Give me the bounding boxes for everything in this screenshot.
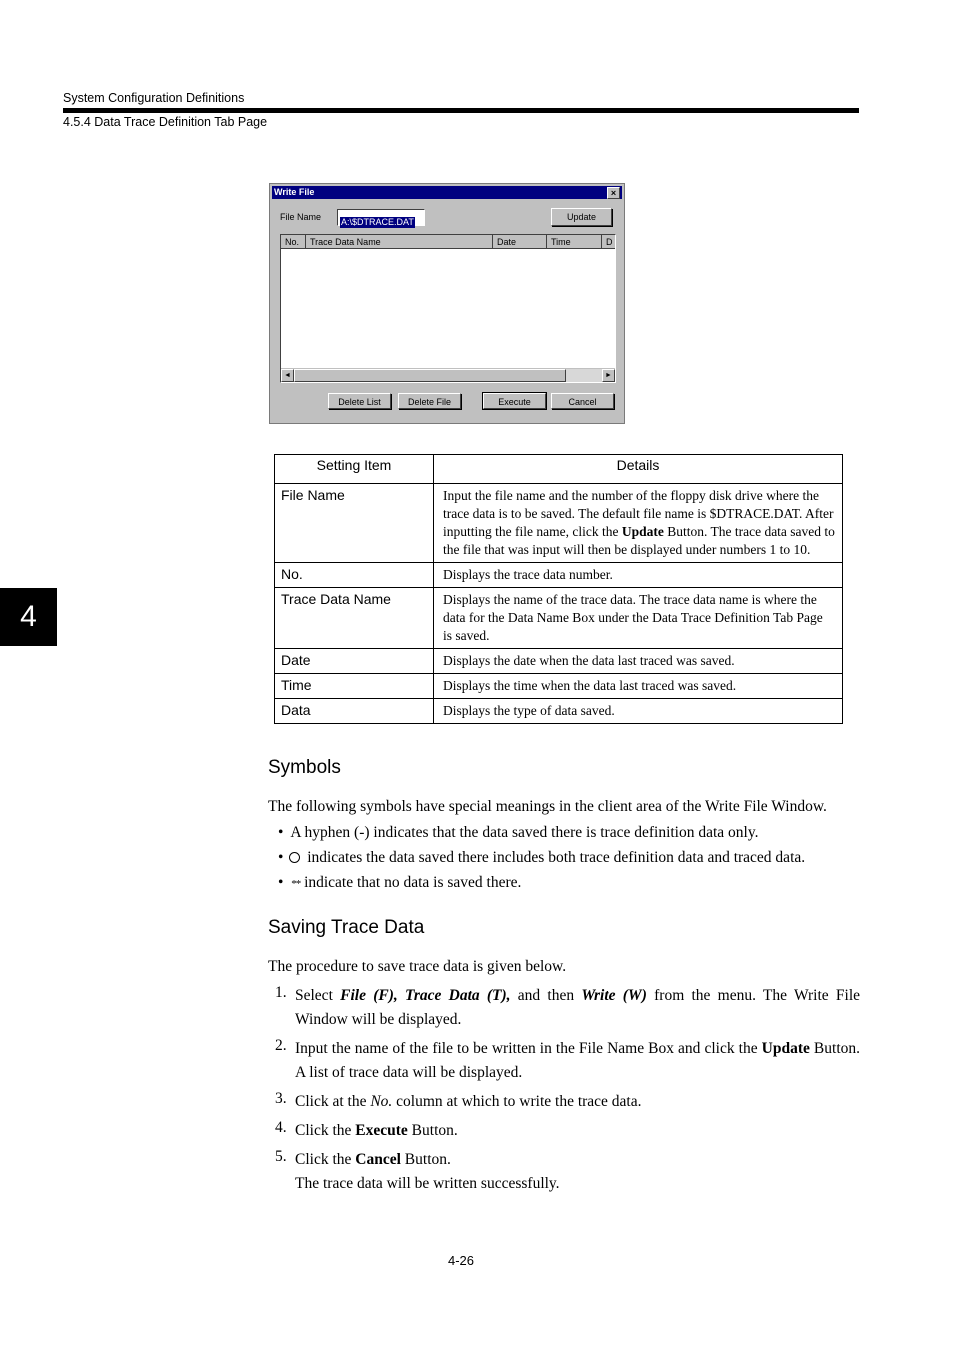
cancel-button[interactable]: Cancel <box>551 393 614 409</box>
details-text: Button. The trace data saved to the file that was input will then be displayed under numbers 1 to 10. <box>443 524 835 557</box>
step-text: Click at the No. column at which to write the trace data. <box>295 1093 642 1110</box>
running-header-title: System Configuration Definitions <box>63 91 245 105</box>
saving-intro: The procedure to save trace data is given below. <box>268 958 567 975</box>
step-number: 5. <box>275 1148 287 1165</box>
setting-details <box>434 484 843 563</box>
bullet-dot: • <box>278 824 284 841</box>
bullet-dot: • <box>278 849 284 866</box>
column-header-no[interactable]: No. <box>281 235 306 249</box>
setting-item: Trace Data Name <box>275 588 434 649</box>
setting-details: Displays the date when the data last traced was saved. <box>434 649 843 674</box>
scroll-left-icon[interactable]: ◄ <box>281 369 294 382</box>
table-row <box>275 674 843 699</box>
execute-button[interactable]: Execute <box>483 393 546 409</box>
setting-details: Displays the type of data saved. <box>434 699 843 724</box>
symbols-heading: Symbols <box>268 757 341 778</box>
step-text: Click the Cancel Button. <box>295 1151 451 1168</box>
bullet-text: indicates the data saved there includes both trace definition data and traced data. <box>307 849 806 866</box>
details-bold: Update <box>621 524 664 539</box>
close-icon[interactable]: × <box>607 187 620 199</box>
column-header-data[interactable]: D <box>602 235 616 249</box>
file-name-label: File Name <box>280 212 322 222</box>
column-header-time[interactable]: Time <box>547 235 602 249</box>
step-number: 4. <box>275 1119 287 1136</box>
step-result: The trace data will be written successfully. <box>295 1175 560 1192</box>
setting-item: Data <box>275 699 434 724</box>
update-button[interactable]: Update <box>551 208 612 226</box>
list-item <box>278 824 758 842</box>
trace-data-list[interactable] <box>280 234 616 383</box>
bullet-dot: • <box>278 874 284 891</box>
table-row <box>275 699 843 724</box>
setting-item: Time <box>275 674 434 699</box>
column-header-date[interactable]: Date <box>493 235 547 249</box>
step-number: 1. <box>275 984 287 1001</box>
file-name-value: A:\$DTRACE.DAT <box>341 217 414 227</box>
table-header-setting-item: Setting Item <box>275 455 434 484</box>
settings-table <box>274 454 843 724</box>
setting-details: Displays the time when the data last traced was saved. <box>434 674 843 699</box>
setting-details: Displays the trace data number. <box>434 563 843 588</box>
table-header-row <box>275 455 843 484</box>
setting-item: Date <box>275 649 434 674</box>
running-header-subsection: 4.5.4 Data Trace Definition Tab Page <box>63 115 268 129</box>
list-item <box>278 874 521 892</box>
details-text: Input the file name and the number of the floppy disk drive where the trace data is to be saved. The default file name is $DTRACE.DAT. After inputting the file name, click the <box>443 488 834 539</box>
setting-item: File Name <box>275 484 434 563</box>
step-number: 2. <box>275 1037 287 1054</box>
saving-heading: Saving Trace Data <box>268 917 425 938</box>
write-file-dialog <box>269 183 625 424</box>
delete-file-button[interactable]: Delete File <box>398 393 461 409</box>
double-asterisk-icon: ** <box>291 878 301 890</box>
dialog-title: Write File <box>274 187 315 197</box>
page-number: 4-26 <box>448 1253 475 1268</box>
column-header-trace-data-name[interactable]: Trace Data Name <box>306 235 493 249</box>
scroll-thumb[interactable] <box>294 369 566 382</box>
table-row <box>275 649 843 674</box>
symbols-intro: The following symbols have special meanings in the client area of the Write File Window. <box>268 798 827 815</box>
table-header-details: Details <box>434 455 843 484</box>
bullet-text: A hyphen (-) indicates that the data saved there is trace definition data only. <box>290 824 759 841</box>
table-row <box>275 484 843 563</box>
dialog-title-bar <box>272 186 622 199</box>
header-rule <box>63 108 859 113</box>
list-item <box>278 849 805 867</box>
bullet-text: indicate that no data is saved there. <box>304 874 522 891</box>
file-name-input[interactable] <box>337 209 425 226</box>
step-text: Input the name of the file to be written in the File Name Box and click the Update Button. A list of trace data will be displayed. <box>295 1040 861 1081</box>
setting-details: Displays the name of the trace data. The trace data name is where the data for the Data Name Box under the Data Trace Definition Tab Page is saved. <box>434 588 843 649</box>
step-text: Click the Execute Button. <box>295 1122 458 1139</box>
table-row <box>275 563 843 588</box>
circle-icon <box>289 852 300 863</box>
table-row <box>275 588 843 649</box>
step-text: Select File (F), Trace Data (T), and then Write (W) from the menu. The Write File Window will be displayed. <box>295 987 861 1028</box>
chapter-tab: 4 <box>0 588 57 646</box>
delete-list-button[interactable]: Delete List <box>328 393 391 409</box>
step-number: 3. <box>275 1090 287 1107</box>
scroll-right-icon[interactable]: ► <box>602 369 615 382</box>
horizontal-scrollbar[interactable] <box>281 368 615 382</box>
setting-item: No. <box>275 563 434 588</box>
